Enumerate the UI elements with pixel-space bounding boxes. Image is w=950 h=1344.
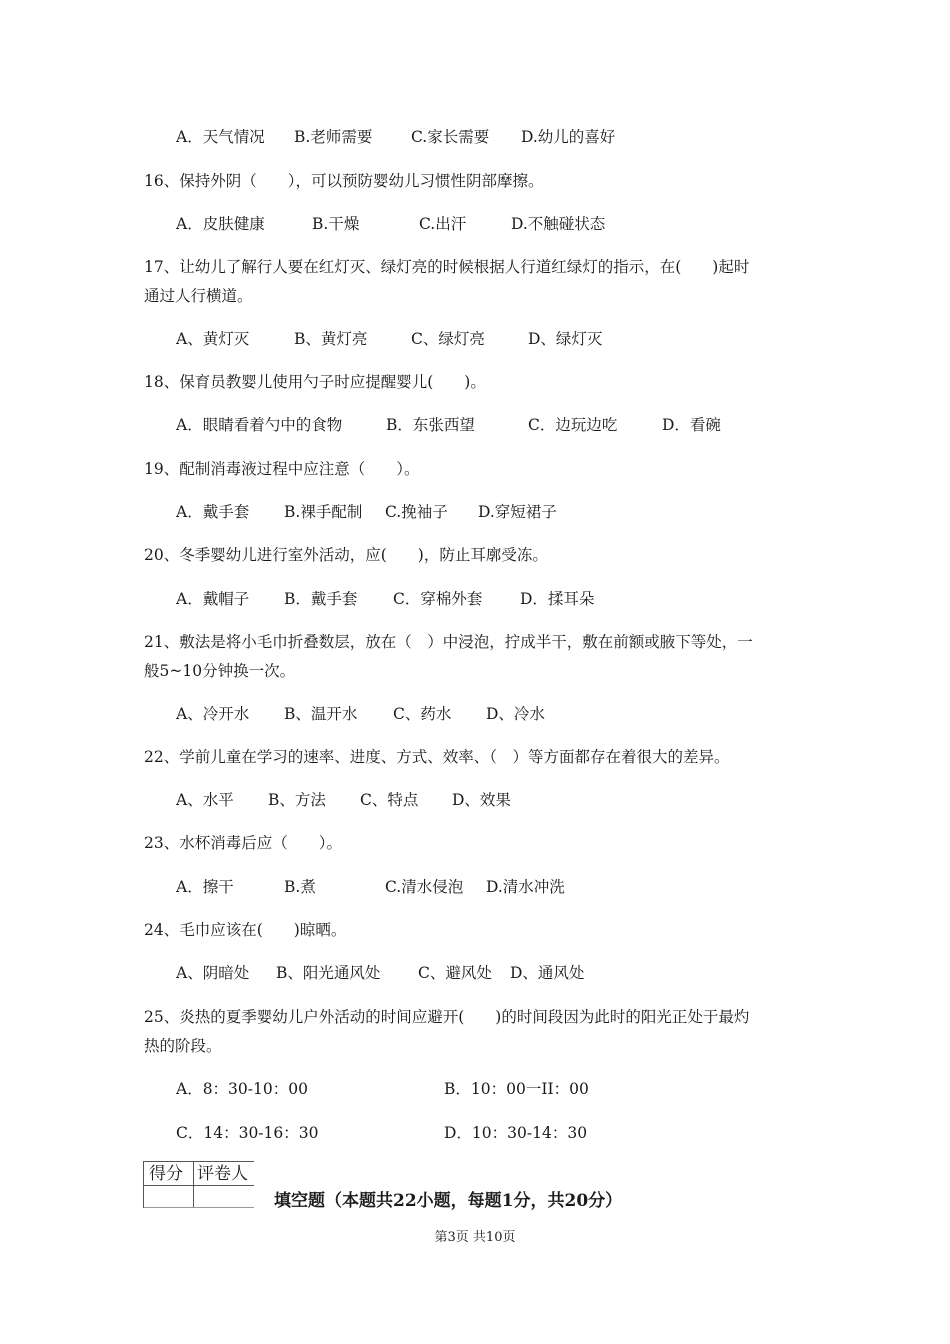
q21-options <box>176 704 876 724</box>
q25-option-c: C．14：30-16：30 <box>176 1124 319 1142</box>
q17-option-c: C、绿灯亮 <box>411 330 485 348</box>
q15-option-a: A．天气情况 <box>176 128 265 146</box>
q17-option-d: D、绿灯灭 <box>528 330 603 348</box>
q20-options <box>176 589 876 609</box>
q25-option-b: B．10：00一II：00 <box>444 1080 589 1098</box>
q15-option-b: B.老师需要 <box>294 128 373 146</box>
q25-options-row1 <box>176 1079 876 1099</box>
q21-option-a: A、冷开水 <box>176 705 250 723</box>
q21-option-d: D、冷水 <box>486 705 545 723</box>
q21-stem-line1: 21、敷法是将小毛巾折叠数层，放在（ ）中浸泡，拧成半干，敷在前额或腋下等处，一 <box>144 633 753 651</box>
q21-option-c: C、药水 <box>393 705 452 723</box>
q15-option-c: C.家长需要 <box>411 128 490 146</box>
q21-stem-line2: 般5~10分钟换一次。 <box>144 662 296 680</box>
q25-stem-line2: 热的阶段。 <box>144 1037 222 1055</box>
q23-options <box>176 877 876 897</box>
q22-stem: 22、学前儿童在学习的速率、进度、方式、效率、（ ）等方面都存在着很大的差异。 <box>144 748 730 766</box>
q19-option-c: C.挽袖子 <box>385 503 448 521</box>
q18-option-c: C．边玩边吃 <box>528 416 618 434</box>
q23-stem: 23、水杯消毒后应（ ）。 <box>144 834 342 852</box>
q18-option-a: A．眼睛看着勺中的食物 <box>176 416 343 434</box>
score-box <box>143 1161 254 1208</box>
q16-option-d: D.不触碰状态 <box>511 215 606 233</box>
q16-option-c: C.出汗 <box>419 215 467 233</box>
q25-option-d: D．10：30-14：30 <box>444 1124 588 1142</box>
q20-option-c: C．穿棉外套 <box>393 590 483 608</box>
q17-stem-line1: 17、让幼儿了解行人要在红灯灭、绿灯亮的时候根据人行道红绿灯的指示，在( )起时 <box>144 258 750 276</box>
q24-option-c: C、避风处 <box>418 964 492 982</box>
q25-option-a: A．8：30-10：00 <box>176 1080 308 1098</box>
q21-option-b: B、温开水 <box>284 705 358 723</box>
q20-option-b: B．戴手套 <box>284 590 358 608</box>
q17-option-b: B、黄灯亮 <box>294 330 368 348</box>
q24-options <box>176 963 876 983</box>
q24-option-b: B、阳光通风处 <box>276 964 381 982</box>
q19-options <box>176 502 876 522</box>
page-footer: 第3页 共10页 <box>434 1230 516 1245</box>
q25-options-row2 <box>176 1123 876 1143</box>
grader-label: 评卷人 <box>197 1164 248 1184</box>
q16-options <box>176 214 876 234</box>
q17-stem-line2: 通过人行横道。 <box>144 287 253 305</box>
section-title: 填空题（本题共22小题，每题1分，共20分） <box>274 1191 623 1211</box>
q24-option-a: A、阴暗处 <box>176 964 250 982</box>
q17-option-a: A、黄灯灭 <box>176 330 250 348</box>
q20-stem: 20、冬季婴幼儿进行室外活动，应( )，防止耳廓受冻。 <box>144 546 548 564</box>
score-label: 得分 <box>149 1164 183 1184</box>
q17-options <box>176 329 876 349</box>
q22-option-d: D、效果 <box>452 791 511 809</box>
q22-option-c: C、特点 <box>360 791 419 809</box>
q20-option-a: A．戴帽子 <box>176 590 250 608</box>
q15-option-d: D.幼儿的喜好 <box>521 128 616 146</box>
score-box-row-divider <box>144 1185 254 1186</box>
q16-stem: 16、保持外阴（ ），可以预防婴幼儿习惯性阴部摩擦。 <box>144 172 544 190</box>
q16-option-a: A．皮肤健康 <box>176 215 265 233</box>
q20-option-d: D．揉耳朵 <box>520 590 595 608</box>
q22-options <box>176 790 876 810</box>
q23-option-d: D.清水冲洗 <box>486 878 565 896</box>
q24-option-d: D、通风处 <box>510 964 585 982</box>
q19-option-b: B.裸手配制 <box>284 503 363 521</box>
q15-options <box>176 127 876 147</box>
q19-option-a: A．戴手套 <box>176 503 250 521</box>
q23-option-b: B.煮 <box>284 878 316 896</box>
q19-option-d: D.穿短裙子 <box>478 503 557 521</box>
q18-option-d: D．看碗 <box>662 416 721 434</box>
q18-option-b: B．东张西望 <box>386 416 475 434</box>
q18-options <box>176 415 876 435</box>
q19-stem: 19、配制消毒液过程中应注意（ ）。 <box>144 460 420 478</box>
q22-option-b: B、方法 <box>268 791 326 809</box>
q16-option-b: B.干燥 <box>312 215 360 233</box>
q25-stem-line1: 25、炎热的夏季婴幼儿户外活动的时间应避开( )的时间段因为此时的阳光正处于最灼 <box>144 1008 750 1026</box>
score-box-bottom-border <box>144 1207 254 1208</box>
q23-option-c: C.清水侵泡 <box>385 878 464 896</box>
q24-stem: 24、毛巾应该在( )晾晒。 <box>144 921 347 939</box>
q23-option-a: A．擦干 <box>176 878 234 896</box>
q22-option-a: A、水平 <box>176 791 234 809</box>
q18-stem: 18、保育员教婴儿使用勺子时应提醒婴儿( )。 <box>144 373 486 391</box>
